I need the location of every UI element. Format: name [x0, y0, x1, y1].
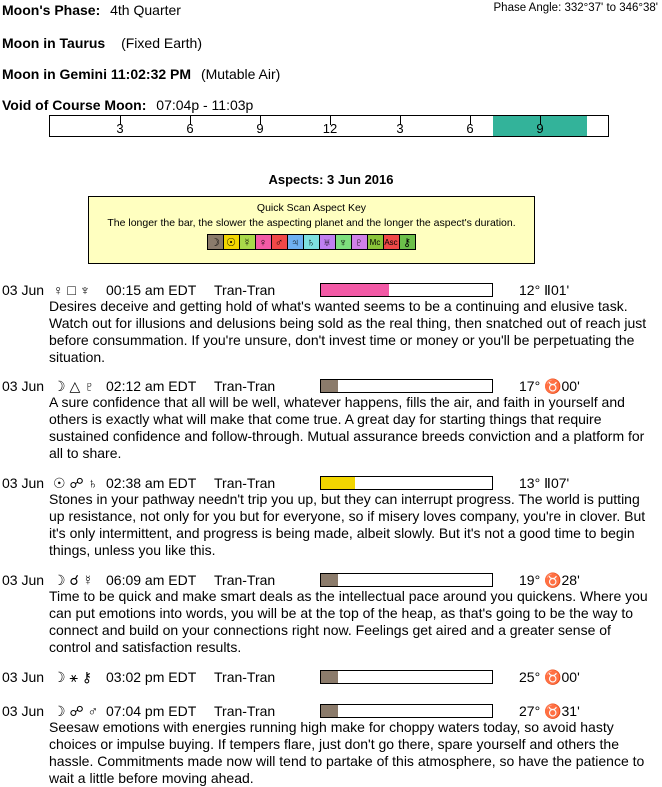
- aspects-title: Aspects: 3 Jun 2016: [268, 172, 394, 187]
- duration-bar-fill: [321, 284, 389, 296]
- timeline-label: 3: [396, 121, 404, 136]
- voc-label: Void of Course Moon:: [2, 97, 147, 113]
- duration-bar-fill: [321, 380, 338, 392]
- aspect-glyphs: ☽ ⚹ ⚷: [53, 669, 92, 685]
- aspect-description: Seesaw emotions with energies running high make for choppy waters today, so avoid hasty choices or impulse buying. If tempers flare, just don't go there, spare yourself and others the hassle. Commitments made now will tend to partake of this atmosphere, so have the patience to wait a little before moving ahead.: [49, 719, 645, 786]
- aspect-description: Time to be quick and make smart deals as the intellectual pace around you quickens. Where you can put emotions into words, you will be at the top of the heap, as that's going to be the way to connect and build on your connections right now. Feelings get aired and a greater sense of control and satisfaction results.: [49, 588, 648, 655]
- timeline-label: 6: [466, 121, 474, 136]
- moon-phase-label: Moon's Phase:: [2, 2, 101, 18]
- uranus-swatch-icon: ♅: [319, 234, 336, 250]
- void-of-course-line: [2, 97, 253, 113]
- aspect-time: 02:38 am EDT: [106, 475, 197, 491]
- duration-bar: [320, 704, 493, 718]
- duration-bar-fill: [321, 477, 355, 489]
- phase-angle: Phase Angle: 332°37' to 346°38': [493, 2, 658, 14]
- void-of-course-timeline: [49, 115, 609, 137]
- timeline-label: 3: [116, 121, 124, 136]
- aspect-glyphs: ☽ △ ♇: [53, 378, 95, 394]
- moon-sign-1-label: Moon in Taurus: [2, 35, 106, 51]
- aspect-position: 13° Ⅱ07': [519, 475, 570, 491]
- aspect-date: 03 Jun: [2, 572, 45, 588]
- aspect-glyphs: ♀ □ ♆: [53, 282, 91, 298]
- duration-bar: [320, 670, 493, 684]
- timeline-label: 9: [536, 121, 544, 136]
- duration-bar-fill: [321, 574, 338, 586]
- duration-bar: [320, 573, 493, 587]
- aspect-type: Tran-Tran: [214, 703, 276, 719]
- aspect-type: Tran-Tran: [214, 669, 276, 685]
- midheaven-swatch-icon: Mc: [367, 234, 384, 250]
- key-swatches: [89, 234, 534, 250]
- aspect-glyphs: ☽ ☌ ☿: [53, 572, 94, 588]
- aspect-time: 03:02 pm EDT: [106, 669, 197, 685]
- aspect-date: 03 Jun: [2, 669, 45, 685]
- aspect-glyphs: ☽ ☍ ♂: [53, 703, 99, 719]
- aspect-type: Tran-Tran: [214, 572, 276, 588]
- aspect-date: 03 Jun: [2, 378, 45, 394]
- aspect-position: 12° Ⅱ01': [519, 282, 570, 298]
- voc-value: 07:04p - 11:03p: [156, 97, 254, 113]
- aspect-type: Tran-Tran: [214, 475, 276, 491]
- jupiter-swatch-icon: ♃: [287, 234, 304, 250]
- duration-bar: [320, 283, 493, 297]
- moon-sign-2-label: Moon in Gemini 11:02:32 PM: [2, 66, 192, 82]
- aspect-date: 03 Jun: [2, 475, 45, 491]
- duration-bar-fill: [321, 671, 338, 683]
- aspect-date: 03 Jun: [2, 282, 45, 298]
- aspect-position: 27° ♉31': [519, 703, 580, 719]
- venus-swatch-icon: ♀: [255, 234, 272, 250]
- pluto-swatch-icon: ♇: [351, 234, 368, 250]
- duration-bar: [320, 476, 493, 490]
- moon-swatch-icon: ☽: [207, 234, 224, 250]
- aspect-position: 17° ♉00': [519, 378, 580, 394]
- aspect-time: 07:04 pm EDT: [106, 703, 197, 719]
- mercury-swatch-icon: ☿: [239, 234, 256, 250]
- duration-bar: [320, 379, 493, 393]
- timeline-label: 9: [256, 121, 264, 136]
- ascendant-swatch-icon: Asc: [383, 234, 400, 250]
- aspect-position: 25° ♉00': [519, 669, 580, 685]
- aspect-date: 03 Jun: [2, 703, 45, 719]
- saturn-swatch-icon: ♄: [303, 234, 320, 250]
- aspect-description: Desires deceive and getting hold of what's wanted seems to be a continuing and elusive task. Watch out for illusions and delusions being sold as the real thing, then snatched out of reach just before consummation. If you're unsure, don't invest time or money or you'll be perpetuating the situation.: [49, 298, 647, 365]
- aspect-time: 00:15 am EDT: [106, 282, 197, 298]
- sun-swatch-icon: ☉: [223, 234, 240, 250]
- aspect-time: 06:09 am EDT: [106, 572, 197, 588]
- aspect-time: 02:12 am EDT: [106, 378, 197, 394]
- key-title: Quick Scan Aspect Key: [256, 202, 367, 214]
- neptune-swatch-icon: ♆: [335, 234, 352, 250]
- aspect-description: Stones in your pathway needn't trip you up, but they can interrupt progress. The world is putting up resistance, not only for you but for everyone, so if misery loves company, you're in clover. But it's only intermittent, and progress is being made, albeit slowly. But it's not a good time to begin things, unless you like this.: [49, 491, 646, 558]
- moon-sign-line-2: [2, 66, 280, 82]
- aspect-type: Tran-Tran: [214, 378, 276, 394]
- moon-sign-line-1: [2, 35, 202, 51]
- timeline-label: 6: [186, 121, 194, 136]
- aspect-description: A sure confidence that all will be well, whatever happens, fills the air, and faith in yourself and others is exactly what will make that come true. A great day for starting things that require sustained confidence and follow-through. Mutual assurance breeds conviction and a platform for all to share.: [49, 394, 645, 461]
- chiron-swatch-icon: ⚷: [399, 234, 416, 250]
- duration-bar-fill: [321, 705, 338, 717]
- key-description: The longer the bar, the slower the aspecting planet and the longer the aspect's duration.: [107, 217, 516, 229]
- moon-sign-2-value: (Mutable Air): [200, 66, 281, 82]
- aspect-type: Tran-Tran: [214, 282, 276, 298]
- aspect-glyphs: ☉ ☍ ♄: [53, 475, 99, 491]
- moon-sign-1-value: (Fixed Earth): [121, 35, 202, 51]
- aspect-key-box: [88, 196, 535, 264]
- moon-phase-value: 4th Quarter: [110, 2, 181, 18]
- mars-swatch-icon: ♂: [271, 234, 288, 250]
- timeline-label: 12: [322, 121, 338, 136]
- moon-phase-line: [2, 2, 181, 18]
- aspect-position: 19° ♉28': [519, 572, 580, 588]
